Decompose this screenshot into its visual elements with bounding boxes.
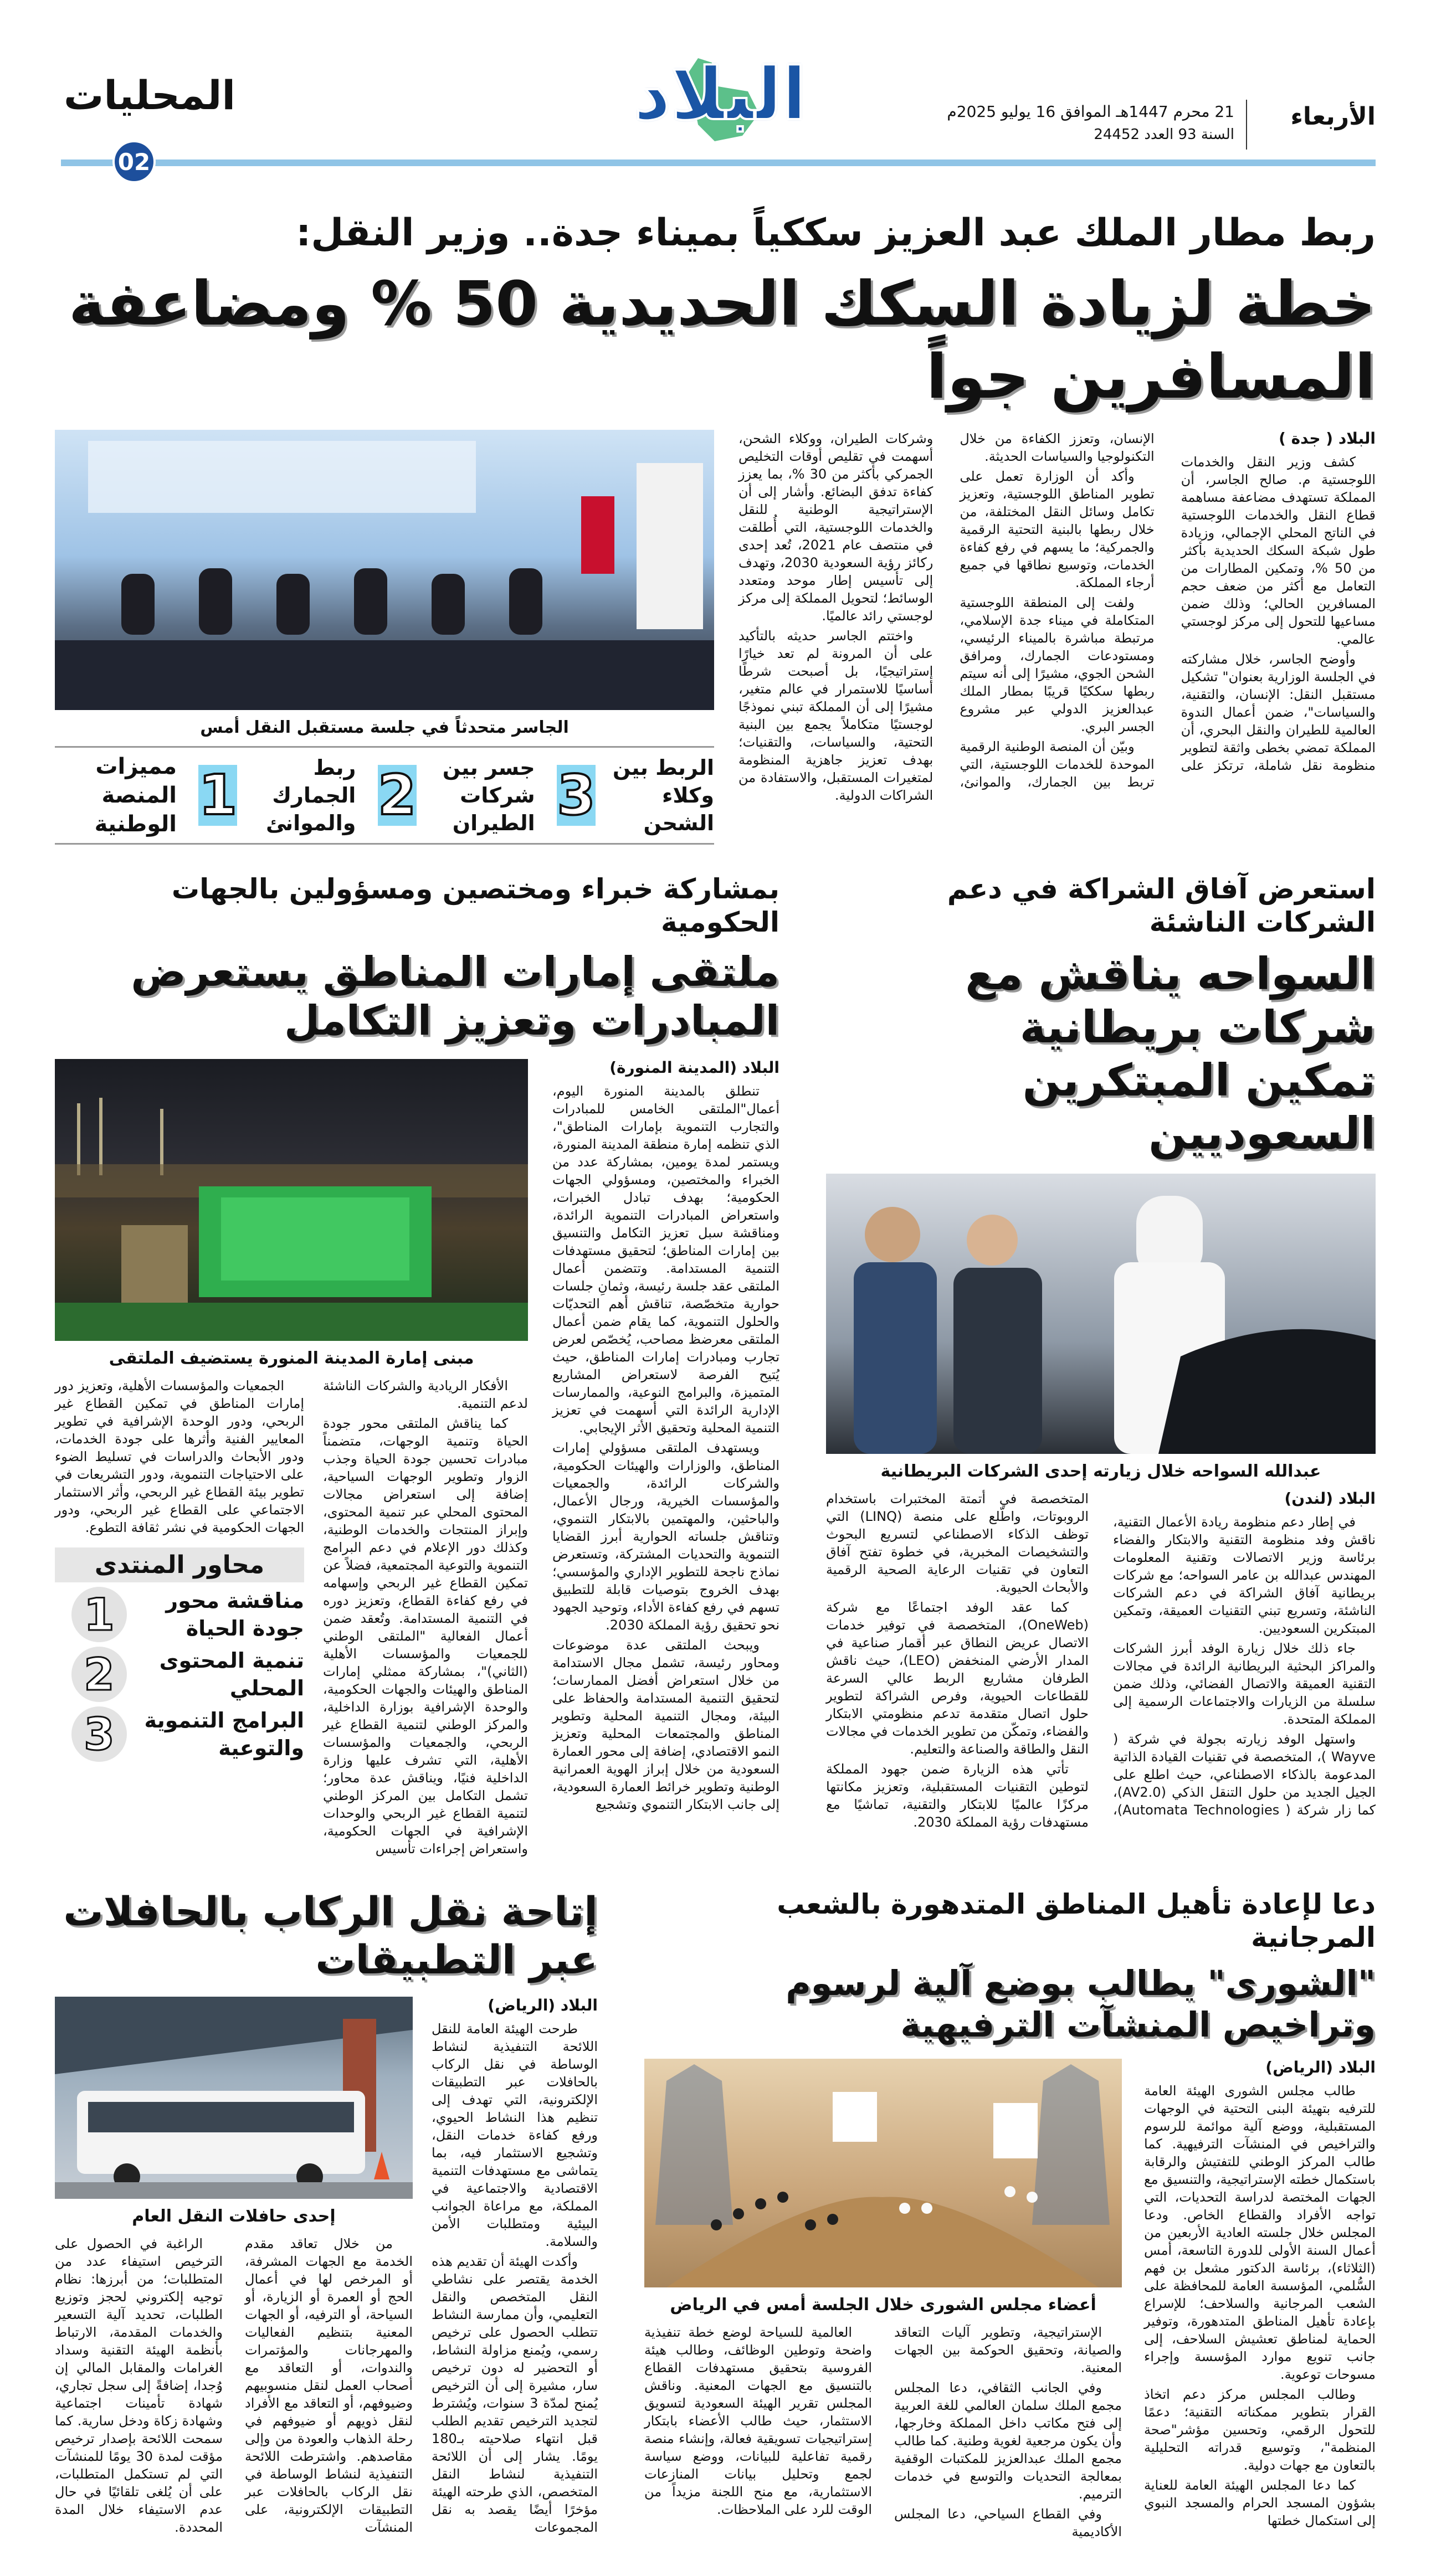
madinah-kicker: بمشاركة خبراء ومختصين ومسؤولين بالجهات الحكومية [171,872,779,938]
paragraph: كما عقد الوفد اجتماعًا مع شركة (OneWeb)، المتخصصة في توفير خدمات الاتصال عريض النطاق عبر أقمار صناعية في المدار الأرضي المنخفض (LEO)، حيث ناقش الطرفان مشاريع الربط عالي السرعة للقطاعات الحيوية، وفرص الشراكة لتطوير حلول اتصال متقدمة تدعم منظومتي الابتكار والفضاء، وتمكّن من تطوير الخدمات في مجالات النقل والطاقة والصناعة والتعليم. [826,1599,1089,1757]
article-text [432,2020,598,2536]
madinah-headline: ملتقى إمارات المناطق يستعرض المبادرات وتعزيز التكامل [131,948,779,1045]
buses-story [55,1888,598,2538]
paragraph: الإستراتيجية، وتطوير آليات التعاقد والصيانة، وتحقيق الحوكمة بين الجهات المعنية. [894,2324,1122,2376]
sawaha-photo-caption: عبدالله السواحه خلال زيارته إحدى الشركات البريطانية [880,1461,1321,1481]
lead-headline: خطة لزيادة السكك الحديدية 50 % ومضاعفة المسافرين جواً [68,268,1376,412]
minister-visit-image [826,1174,1376,1454]
shura-col3 [644,2323,872,2521]
article-text [826,1490,1376,1831]
shura-headline: "الشورى" يطالب بوضع آلية لرسوم وتراخيص المنشآت الترفيهية [786,1963,1376,2045]
date: 21 محرم 1447هـ الموافق 16 يوليو 2025م [947,102,1234,121]
day: الأربعاء [1290,102,1376,131]
buses-lower [55,2235,413,2538]
shura-council-session-image [644,2059,1122,2287]
madinah-lower [55,1377,528,1860]
panel-discussion-image [55,430,714,710]
article-text [552,1082,779,1813]
paragraph: طرحت الهيئة العامة للنقل اللائحة التنفيذية لنشاط الوساطة في نقل الركاب بالحافلات عبر التطبيقات الإلكترونية، التي تهدف إلى تنظيم هذا النشاط الحيوي، ورفع كفاءة خدمات النقل، وتشجيع الاستثمار فيه، بما يتماشى مع مستهدفات التنمية الاقتصادية والاجتماعية في المملكة، مع مراعاة الجوانب البيئية ومتطلبات الأمن والسلامة. [432,2020,598,2249]
madinah-col3 [55,1377,304,1536]
article-text [55,1377,304,1536]
shura-col1 [1144,2059,1376,2532]
paragraph: الجمعيات والمؤسسات الأهلية، وتعزيز دور إمارات المناطق في تمكين القطاع غير الربحي، ودور الوحدة الإشرافية في تطوير المعايير الفنية وأثرها على جودة الخدمات، ودور الأبحاث والدراسات في تسليط الضوء على الاحتياجات التنموية، ودور التشريعات في تطوير بيئة القطاع غير الربحي، وأثر الاستثمار الاجتماعي على القطاع غير الربحي، ودور الجهات الحكومية في نشر ثقافة التطوع. [55,1378,304,1536]
masthead [55,0,1376,177]
feature-item [198,754,356,837]
article-text [245,2235,413,2536]
dateline: البلاد ( جدة ) [1279,429,1376,448]
buses-photo-caption: إحدى حافلات النقل العام [132,2206,336,2226]
paragraph: وأكد أن الوزارة تعمل على تطوير المناطق اللوجستية، وتعزيز تكامل وسائل النقل المختلفة، من خلال ربطها بالبنية التحتية الرقمية والجمركية؛ ما يسهم في رفع كفاءة الخدمات، وتوسيع نطاقها في جميع أرجاء المملكة. [960,468,1155,590]
sawaha-article-body [826,1490,1376,1831]
madinah-col2 [323,1377,528,1860]
shura-col2 [894,2323,1122,2543]
article-text [1144,2082,1376,2529]
feature-number: 1 [198,763,238,828]
paragraph: وأكدت الهيئة أن تقديم هذه الخدمة يقتصر على نشاطي النقل المتخصص والنقل التعليمي، وأن ممارسة النشاط تتطلب الحصول على ترخيص رسمي، ويُمنع مزاولة النشاط، أو التحضير له دون ترخيص سار، مشيرة إلى أن الترخيص يُمنح لمدّة 3 سنوات، ويُشترط لتجديد الترخيص تقديم الطلب قبل انتهاء صلاحيته بـ180 يومًا. يشار إلى أن اللائحة التنفيذية لنشاط النقل المتخصص، الذي طرحته الهيئة مؤخرًا أيضًا يقصد به نقل المجموعات [432,2253,598,2535]
bottom-section [55,1888,1376,2543]
axis-item [55,1706,304,1762]
sawaha-photo [826,1174,1376,1454]
shura-photo [644,2059,1122,2287]
madinah-left [55,1377,304,1762]
feature-number: 3 [557,763,596,828]
sawaha-headline-line2: تمكين المبتكرين السعوديين [1022,1054,1376,1159]
middle-section [55,872,1376,1860]
axis-text: مناقشة محور جودة الحياة [166,1588,304,1641]
axis-number: 3 [71,1706,127,1762]
paragraph: وفي الجانب الثقافي، دعا المجلس مجمع الملك سلمان العالمي للغة العربية إلى فتح مكاتب داخل المملكة وخارجها، وأن يكون مرجعية لغوية وطنية. كما طالب مجمع الملك عبدالعزيز للمكتبات الوقفية بمعالجة التحديات والتوسع في خدمات الترميم. [894,2379,1122,2502]
lead-kicker: ربط مطار الملك عبد العزيز سككياً بميناء جدة.. وزير النقل: [296,211,1376,255]
issue-number: السنة 93 العدد 24452 [1094,126,1234,143]
shura-media [644,2059,1122,2543]
logo-text: البلاد [634,52,807,136]
buses-headline: إتاحة نقل الركاب بالحافلات عبر التطبيقات [63,1888,598,1983]
lead-media [55,430,714,845]
axis-text: تنمية المحتوى المحلي [159,1648,304,1701]
buses-photo [55,1997,413,2199]
paragraph: جاء ذلك خلال زيارة الوفد أبرز الشركات والمراكز البحثية البريطانية الرائدة في مجالات التقنية العميقة والاتصال الفضائي، وذلك ضمن سلسلة من الزيارات والاجتماعات الرسمية إلى المملكة المتحدة. [1113,1640,1376,1727]
paragraph: كشف وزير النقل والخدمات اللوجستية م. صالح الجاسر، أن المملكة تستهدف مضاعفة مساهمة قطاع النقل والخدمات اللوجستية في الناتج المحلي الإجمالي، وزيادة طول شبكة السكك الحديدية بأكثر من 50 %، وتمكين المطارات من التعامل مع أكثر من ضعف حجم المسافرين الحالي؛ وذلك ضمن مساعيها للتحول إلى مركز لوجستي عالمي. [1181,454,1376,647]
paragraph: كما يناقش الملتقى محور جودة الحياة وتنمية الوجهات، متضمناً مبادرات تحسين جودة الحياة وجذب الزوار وتطوير الوجهات السياحية، إضافة إلى استعراض مجالات المحتوى المحلي عبر تنمية المحتوى، وإبراز المنتجات والخدمات الوطنية، وكذلك دور الإعلام في دعم البرامج التنموية والتوعية المجتمعية، فضلاً عن تمكين القطاع غير الربحي وإسهامه في رفع كفاءة القطاع، وتعزيز دوره في التنمية المستدامة. وتُعقد ضمن أعمال الفعالية "الملتقى الوطني للجمعيات والمؤسسات الأهلية (الثاني)"، بمشاركة ممثلي إمارات المناطق والهيئات والجهات الحكومية، والوحدة الإشرافية بوزارة الداخلية، والمركز الوطني لتنمية القطاع غير الربحي، والجمعيات والمؤسسات الأهلية، التي تشرف عليها وزارة الداخلية فنيًا، ويناقش عدة محاور؛ تشمل التكامل بين المركز الوطني لتنمية القطاع غير الربحي والوحدات الإشرافية في الجهات الحكومية، واستعراض إجراءات تأسيس [323,1416,528,1857]
shura-photo-caption: أعضاء مجلس الشورى خلال الجلسة أمس في الرياض [670,2295,1096,2315]
paragraph: واختتم الجاسر حديثه بالتأكيد على أن المرونة لم تعد خيارًا إستراتيجيًا، بل أصبحت شرطًا أساسيًا للاستمرار في عالم متغير، مشيرًا إلى أن المملكة تبني نموذجًا لوجستيًا متكاملاً يجمع بين البنية التحتية، والسياسات، والتقنيات؛ بهدف تعزيز جاهزية المنظومة لمتغيرات المستقبل، والاستفادة من الشراكات الدولية. [738,628,934,803]
shura-content [644,2059,1376,2543]
forum-axes-title: محاور المنتدى [55,1547,304,1582]
axis-item [55,1587,304,1642]
forum-axes-box [55,1547,304,1762]
lead-story [55,210,1376,845]
paragraph: من خلال تعاقد مقدم الخدمة مع الجهات المشرفة، أو المرخص لها في أعمال الحج أو العمرة أو الزيارة، أو السياحة، أو الترفيه، أو الجهات المعنية بتنظيم الفعاليات والمهرجانات والمؤتمرات والندوات، أو التعاقد مع أصحاب العمل لنقل منسوبيهم وضيوفهم، أو التعاقد مع الأفراد لنقل ذويهم أو ضيوفهم في رحلة الذهاب والعودة من وإلى مقاصدهم. واشترطت اللائحة التنفيذية لنشاط الوساطة في نقل الركاب بالحافلات عبر التطبيقات الإلكترونية، على المنشآت [245,2235,413,2535]
paragraph: العالمية للسياحة لوضع خطة تنفيذية واضحة وتوطين الوظائف، وطالب هيئة الفروسية بتحقيق مستهدفات القطاع بالتنسيق مع الجهات المعنية. وناقش المجلس تقرير الهيئة السعودية لتسويق الاستثمار، حيث طالب الأعضاء بابتكار إستراتيجيات تسويقية فعالة، وإنشاء منصة رقمية تفاعلية للبيانات، ووضع سياسة لجمع وتحليل بيانات المنازعات الاستثمارية، مع منح اللجنة مزيداً من الوقت للرد على الملاحظات. [644,2324,872,2517]
axis-item [55,1647,304,1702]
article-text [323,1377,528,1858]
feature-text: ربط الجمارك والموانئ [266,755,356,835]
paragraph: ولفت إلى المنطقة اللوجستية المتكاملة في ميناء جدة الإسلامي، مرتبطة مباشرة بالميناء الرئيسي، ومستودعات الجمارك، ومرافق الشحن الجوي، مشيرًا إلى أنه سيتم ربطها سككيًا قريبًا بمطار الملك عبدالعزيز الدولي عبر مشروع الجسر البري. [960,594,1155,734]
feature-text: الربط بين وكلاء الشحن [612,755,714,835]
paragraph: وبيّن أن المنصة الوطنية الرقمية الموحدة للخدمات اللوجستية، التي تربط بين الجمارك، والموانئ، وشركات الطيران، ووكلاء الشحن، أسهمت في تقليص أوقات التخليص الجمركي بأكثر من 30 %، بما يعزز كفاءة تدفق البضائع. وأشار إلى أن الإستراتيجية الوطنية للنقل والخدمات اللوجستية، التي أُطلقت في منتصف عام 2021، تُعد إحدى ركائز رؤية السعودية 2030، وتهدف إلى تأسيس إطار موحد ومتعدد الوسائط؛ لتحويل المملكة إلى مركز لوجستي رائد عالميًا. [738,430,1155,790]
lead-article-body [738,430,1376,804]
shura-kicker: دعا لإعادة تأهيل المناطق المتدهورة بالشعب المرجانية [777,1888,1376,1954]
buses-col3 [55,2235,223,2538]
buses-media [55,1997,413,2538]
features-box [55,746,714,845]
buses-content [55,1997,598,2538]
axis-number: 1 [71,1587,127,1642]
lead-content [55,430,1376,845]
feature-text: جسر بين شركات الطيران [442,755,535,835]
paragraph: ويبحث الملتقى عدة موضوعات ومحاور رئيسة، تشمل مجال الاستدامة من خلال استعراض أفضل الممارسات؛ لتحقيق التنمية المستدامة والحفاظ على البيئة، ومجال التنمية المحلية وتطوير المناطق والمجتمعات المحلية وتعزيز النمو الاقتصادي، إضافة إلى محور العمارة السعودية من خلال إبراز الهوية العمرانية الوطنية وتطوير خرائط العمارة السعودية، إلى جانب الابتكار التنموي وتشجيع [552,1637,779,1813]
madinah-col1 [552,1059,779,1816]
paragraph: وطالب المجلس مركز دعم اتخاذ القرار بتطوير ممكناته التقنية؛ دعمًا للتحول الرقمي، وتحسين مؤشر"صحة المنظمة"، وتوسيع قدراته التحليلية بالتعاون مع جهات دولية. [1144,2386,1376,2473]
sawaha-kicker: استعرض آفاق الشراكة في دعم الشركات الناشئة [947,872,1376,938]
paragraph: الأفكار الريادية والشركات الناشئة لدعم التنمية. [323,1378,528,1412]
buses-col1 [432,1997,598,2538]
paragraph: تنطلق بالمدينة المنورة اليوم، أعمال"الملتقى الخامس للمبادرات والتجارب التنموية بإمارات المناطق"، الذي تنظمه إمارة منطقة المدينة المنورة، ويستمر لمدة يومين، بمشاركة عدد من الخبراء والمختصين، ومسؤولي الجهات الحكومية؛ بهدف تبادل الخبرات، واستعراض المبادرات التنموية الرائدة، ومناقشة سبل تعزيز التكامل والتنسيق بين إمارات المناطق؛ لتحقيق مستهدفات التنمية المستدامة. وتتضمن أعمال الملتقى عقد جلسة رئيسة، وثمانِ جلسات حوارية متخصّصة، تناقش أهم التحديّات والحلول التنموية، كما يقام ضمن أعمال الملتقى معرضظ مصاحب، يُخصّص لعرض تجارب ومبادرات إمارات المناطق، حيث يُتيح الفرصة لاستعراض المشاريع المتميزة، والبرامج النوعية، والممارسات الإدارية الرائدة التي أسهمت في تعزيز التنمية المحلية وتحقيق الأثر الإيجابي. [552,1083,779,1436]
lead-photo [55,430,714,710]
dateline: البلاد (المدينة المنورة) [609,1058,779,1077]
feature-number: 2 [377,763,417,828]
paragraph: تأتي هذه الزيارة ضمن جهود المملكة لتوطين التقنيات المستقبلية، وتعزيز مكانتها مركزًا عالميًا للابتكار والتقنية، تماشيًا مع مستهدفات رؤية المملكة 2030. [826,1761,1089,1830]
sawaha-story [826,872,1376,1831]
dateline: البلاد (الرياض) [488,1996,598,2014]
page-number-badge [112,140,156,183]
buses-col2 [245,2235,413,2538]
article-text [644,2323,872,2518]
paragraph: في إطار دعم منظومة ريادة الأعمال التقنية، ناقش وفد منظومة التقنية والابتكار والفضاء برئاسة وزير الاتصالات وتقنية المعلومات المهندس عبدالله بن عامر السواحه؛ مع شركات بريطانية آفاق الشراكة في دعم الشركات الناشئة، وتسريع تبني التقنيات العميقة، وتمكين المبتكرين السعوديين. [1113,1514,1376,1636]
madinah-photo-caption: مبنى إمارة المدينة المنورة يستضيف الملتقى [109,1349,474,1369]
madinah-media [55,1059,528,1860]
paragraph: كما دعا المجلس الهيئة العامة للعناية بشؤون المسجد الحرام والمسجد النبوي إلى استكمال خطتها [1144,2477,1376,2528]
axis-number: 2 [71,1647,127,1702]
paragraph: طالب مجلس الشورى الهيئة العامة للترفيه بتهيئة البنى التحتية في الوجهات المستقبلية، ووضع آلية موائمة للرسوم والتراخيص في المنشآت الترفيهية. كما طالب المركز الوطني للتفتيش والرقابة باستكمال خطته الإستراتيجية، والتنسيق مع الجهات المختصة لدراسة التحديات، التي تواجه الأفراد والقطاع الخاص. ودعا المجلس خلال جلسته العادية الأربعين من أعمال السنة الأولى للدورة التاسعة، أمس (الثلاثاء)، برئاسة الدكتور مشعل بن فهم السُّلمي، المؤسسة العامة للمحافظة على الشعب المرجانية والسلاحف؛ للإسراع بإعادة تأهيل المناطق المتدهورة، وتوفير الحماية لمناطق تعشيش السلاحف، إلى جانب تنويع موارد المؤسسة وإجراء مسوحات توعوية. [1144,2083,1376,2382]
paragraph: واستهل الوفد زيارته بجولة في شركة ( Wayve )، المتخصصة في تقنيات القيادة الذاتية المدعومة بالذكاء الاصطناعي، حيث اطلع على الجيل الجديد من حلول التنقل الذكي (AV2.0)، كما زار شركة ( Automata Technologies)، المتخصصة في أتمتة المختبرات باستخدام الروبوتات، واطّلع على منصة (LINQ) التي توظف الذكاء الاصطناعي لتسريع البحوث والتشخيصات المخبرية، في خطوة تفتح آفاق التعاون في تقنيات الرعاية الصحية الرقمية والأبحاث الحيوية. [826,1490,1376,1818]
article-text [894,2323,1122,2541]
feature-item [378,754,535,837]
feature-item [557,754,714,837]
axis-text: البرامج التنموية والتوعية [144,1708,304,1761]
article-text [738,430,1376,804]
paragraph: ويستهدف الملتقى مسؤولي إمارات المناطق، والوزارات والهيئات الحكومية، والشركات الرائدة، والجمعيات والمؤسسات الخيرية، ورجال الأعمال، والباحثين، والمهتمين بالابتكار التنموي، وتناقش جلساته الحوارية أبرز القضايا التنموية والتحديات المشتركة، وتستعرض نماذج ناجحة للتطوير الإداري والمؤسسي؛ بهدف الخروج بتوصيات قابلة للتطبيق تسهم في رفع كفاءة الأداء، وتوحيد الجهود نحو تحقيق رؤية المملكة 2030. [552,1440,779,1633]
header-rule [61,160,1376,166]
logo [615,53,825,163]
madinah-photo [55,1059,528,1341]
features-title: مميزات المنصة الوطنية [94,753,177,837]
public-bus-image [55,1997,413,2199]
shura-lower [644,2323,1122,2543]
paragraph: وأوضح الجاسر، خلال مشاركته في الجلسة الوزارية بعنوان" تشكيل مستقبل النقل: الإنسان، والتقنية، والسياسات"، ضمن أعمال الندوة العالمية للطيران والنقل البحري، أن المملكة تمضي بخطى واثقة لتطوير منظومة نقل شاملة، ترتكز على الإنسان، وتعزز الكفاءة من خلال التكنولوجيا والسياسات الحديثة. [960,430,1376,773]
dateline: البلاد (الرياض) [1265,2058,1376,2076]
article-text [55,2235,223,2536]
sawaha-headline-line1: السواحه يناقش مع شركات بريطانية [965,948,1376,1053]
madinah-story [55,872,779,1860]
lead-photo-caption: الجاسر متحدثاً في جلسة مستقبل النقل أمس [200,717,569,737]
section-title: المحليات [64,72,236,119]
day-divider [1246,100,1247,150]
paragraph: وفي القطاع السياحي، دعا المجلس الأكاديمية [894,2506,1122,2539]
dateline: البلاد (لندن) [1284,1489,1376,1508]
paragraph: الراغبة في الحصول على الترخيص استيفاء عدد من المتطلبات؛ من أبرزها: نظام توجيه إلكتروني لحجز وتوزيع الطلبات، تحديد آلية التسعير والخدمات المقدمة، الارتباط بأنظمة الهيئة التقنية وسداد الغرامات والمقابل المالي إن وُجدا، إضافةً إلى سجل تجاري، شهادة تأمينات اجتماعية وشهادة زكاة ودخل سارية. كما سمحت اللائحة بإصدار ترخيص مؤقت لمدة 30 يومًا للمنشآت التي لم تستكمل المتطلبات، على أن يُلغى تلقائيًا في حال عدم الاستيفاء خلال المدة المحددة. [55,2235,223,2535]
madinah-content [55,1059,779,1860]
page-number: 02 [117,148,151,176]
shura-story [644,1888,1376,2543]
madinah-emirate-building-image [55,1059,528,1341]
